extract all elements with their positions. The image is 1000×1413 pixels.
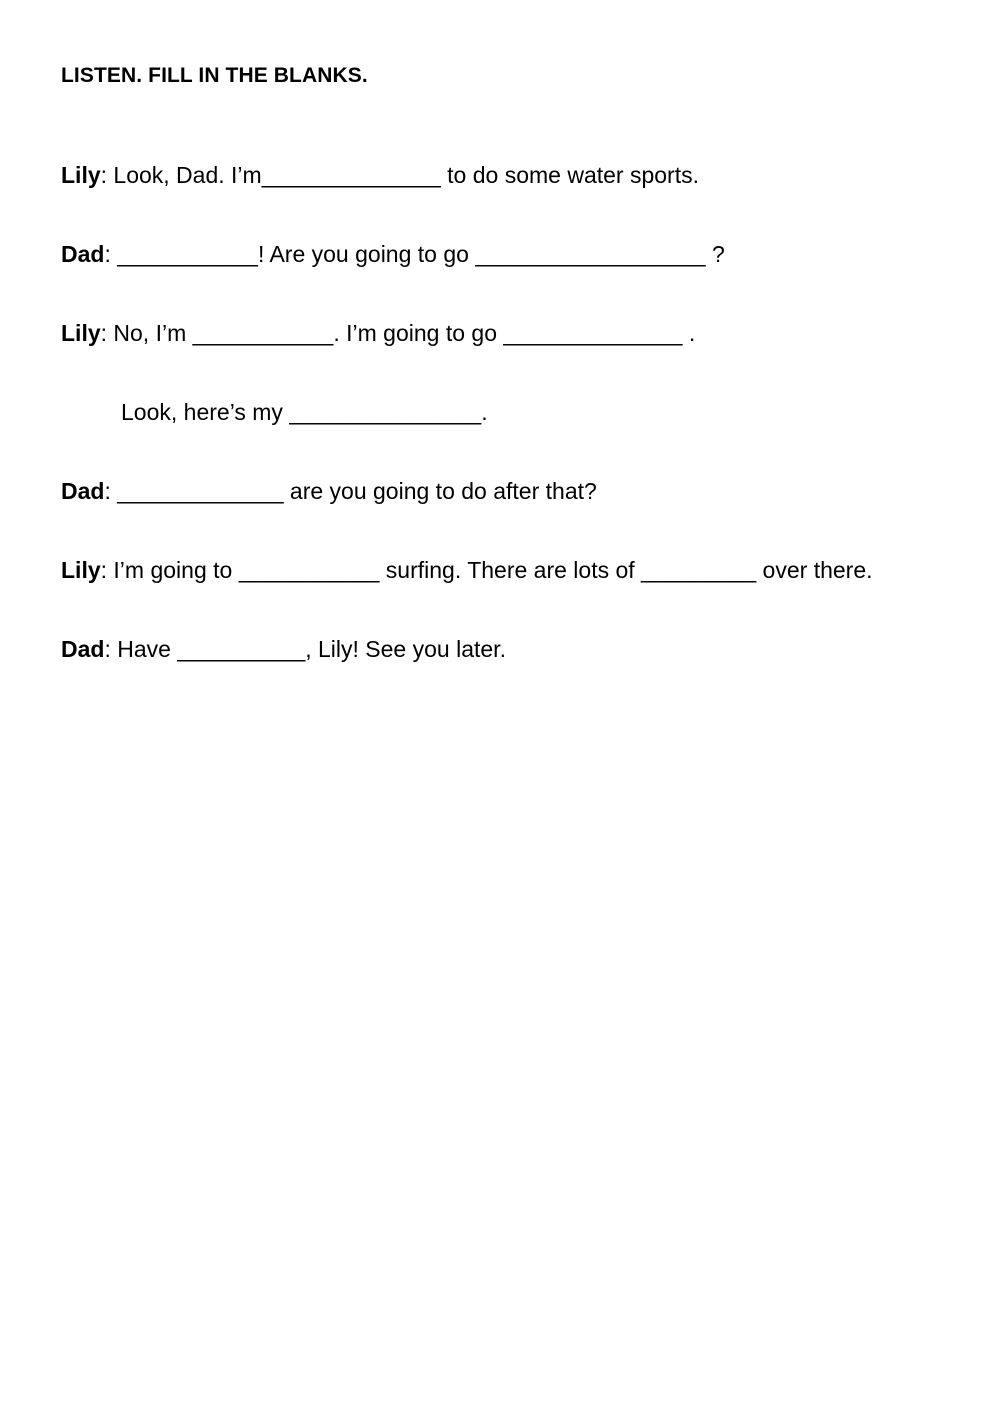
dialogue-text: : No, I’m ___________. I’m going to go ______________ . [100, 320, 696, 346]
dialogue-line [61, 634, 506, 664]
dialogue-text: Look, here’s my _______________. [121, 399, 488, 425]
dialogue-line [121, 397, 488, 427]
speaker-name: Lily [61, 320, 101, 346]
dialogue-line [61, 160, 699, 190]
dialogue-text: : Look, Dad. I’m______________ to do some water sports. [100, 162, 699, 188]
speaker-name: Dad [61, 636, 105, 662]
dialogue-line [61, 476, 597, 506]
speaker-name: Lily [61, 162, 101, 188]
dialogue-text: : Have __________, Lily! See you later. [104, 636, 506, 662]
dialogue-line [61, 318, 695, 348]
dialogue-text: : _____________ are you going to do after that? [104, 478, 597, 504]
worksheet-title: LISTEN. FILL IN THE BLANKS. [61, 64, 368, 87]
dialogue-line [61, 239, 725, 269]
dialogue-text: : I’m going to ___________ surfing. There are lots of _________ over there. [100, 557, 873, 583]
speaker-name: Lily [61, 557, 101, 583]
dialogue-line [61, 555, 873, 585]
speaker-name: Dad [61, 478, 105, 504]
dialogue-text: : ___________! Are you going to go __________________ ? [104, 241, 725, 267]
speaker-name: Dad [61, 241, 105, 267]
